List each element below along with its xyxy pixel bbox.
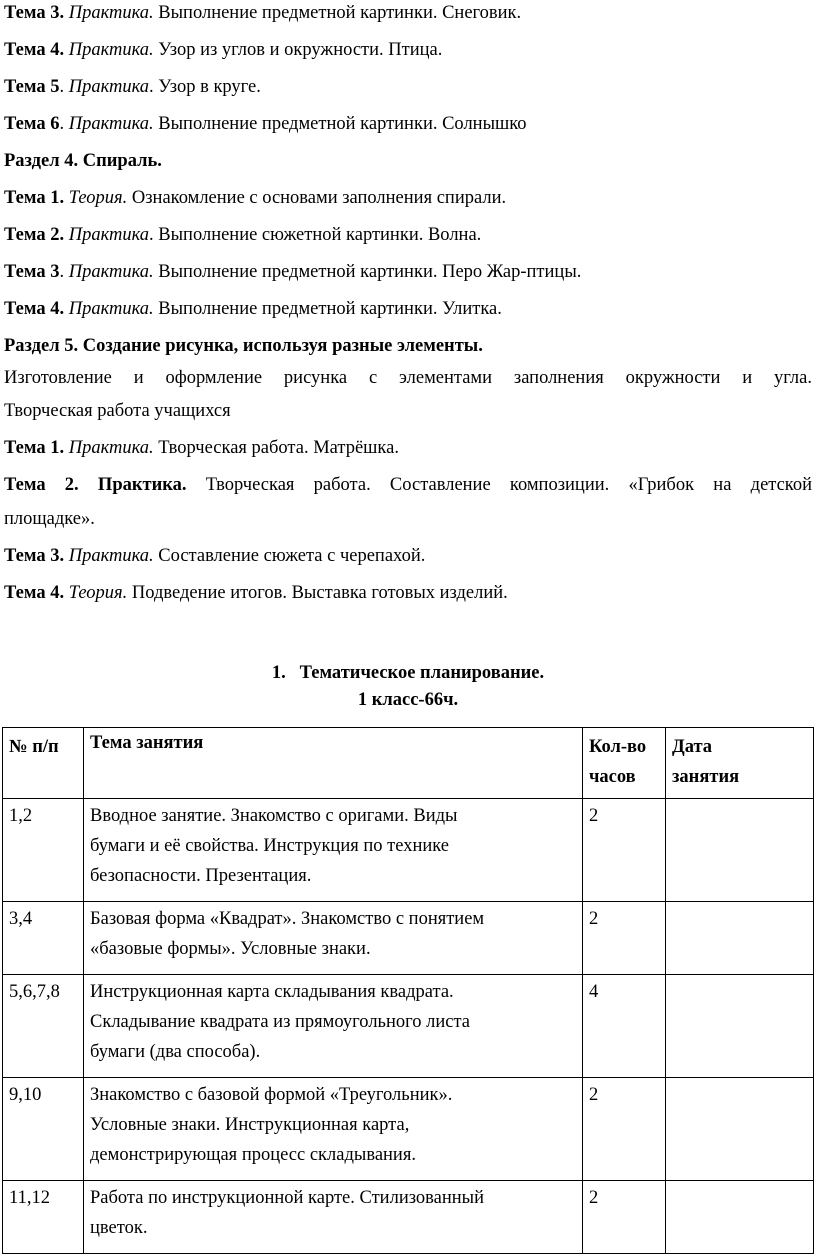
section-heading: Раздел 5. Создание рисунка, используя разные элементы. [4, 336, 483, 356]
topic-line: Тема 2. Практика. Творческая работа. Составление композиции. «Грибок на детской [4, 475, 813, 495]
row-hours: 2 [583, 902, 666, 975]
row-topic: Вводное занятие. Знакомство с оригами. Виды бумаги и её свойства. Инструкция по технике безопасности. Презентация. [84, 799, 583, 902]
topic-line: Тема 3. Практика. Выполнение предметной картинки. Перо Жар-птицы. [4, 262, 582, 282]
topic-line: Тема 3. Практика. Составление сюжета с черепахой. [4, 546, 426, 566]
row-num: 3,4 [3, 902, 84, 975]
topic-line: Тема 4. Практика. Выполнение предметной картинки. Улитка. [4, 299, 502, 319]
row-topic: Знакомство с базовой формой «Треугольник». Условные знаки. Инструкционная карта, демонстрирующая процесс складывания. [84, 1078, 583, 1181]
header-date: Дата занятия [666, 728, 814, 799]
paragraph-line: Изготовление и оформление рисунка с элементами заполнения окружности и угла. [4, 368, 812, 388]
thematic-plan-table [2, 727, 814, 1254]
topic-line: Тема 2. Практика. Выполнение сюжетной картинки. Волна. [4, 225, 482, 245]
row-hours: 2 [583, 1078, 666, 1181]
row-topic: Базовая форма «Квадрат». Знакомство с понятием «базовые формы». Условные знаки. [84, 902, 583, 975]
table-row [3, 1181, 814, 1254]
topic-line: Тема 5. Практика. Узор в круге. [4, 77, 261, 97]
row-topic: Инструкционная карта складывания квадрата. Складывание квадрата из прямоугольного листа бумаги (два способа). [84, 975, 583, 1078]
topic-line: Тема 4. Теория. Подведение итогов. Выставка готовых изделий. [4, 583, 508, 603]
row-date [666, 975, 814, 1078]
topic-line: Тема 1. Практика. Творческая работа. Матрёшка. [4, 438, 399, 458]
section-subtitle: 1 класс-66ч. [357, 690, 459, 710]
header-hours: Кол-во часов [583, 728, 666, 799]
table-header-row [3, 728, 814, 799]
row-num: 5,6,7,8 [3, 975, 84, 1078]
row-hours: 2 [583, 799, 666, 902]
table-row [3, 975, 814, 1078]
table-row [3, 1078, 814, 1181]
row-date [666, 1181, 814, 1254]
header-num: № п/п [3, 728, 84, 799]
row-topic: Работа по инструкционной карте. Стилизованный цветок. [84, 1181, 583, 1254]
row-hours: 2 [583, 1181, 666, 1254]
row-date [666, 1078, 814, 1181]
paragraph-line: площадке». [4, 509, 95, 529]
row-date [666, 799, 814, 902]
row-date [666, 902, 814, 975]
section-title: 1. Тематическое планирование. [271, 663, 545, 683]
row-hours: 4 [583, 975, 666, 1078]
topic-line: Тема 6. Практика. Выполнение предметной картинки. Солнышко [4, 114, 527, 134]
section-heading: Раздел 4. Спираль. [4, 151, 162, 171]
topic-line: Тема 4. Практика. Узор из углов и окружности. Птица. [4, 40, 443, 60]
table-row [3, 902, 814, 975]
row-num: 9,10 [3, 1078, 84, 1181]
paragraph-line: Творческая работа учащихся [4, 401, 231, 421]
header-topic: Тема занятия [84, 728, 583, 799]
topic-line: Тема 1. Теория. Ознакомление с основами заполнения спирали. [4, 188, 507, 208]
table-row [3, 799, 814, 902]
row-num: 11,12 [3, 1181, 84, 1254]
topic-line: Тема 3. Практика. Выполнение предметной картинки. Снеговик. [4, 3, 522, 23]
row-num: 1,2 [3, 799, 84, 902]
